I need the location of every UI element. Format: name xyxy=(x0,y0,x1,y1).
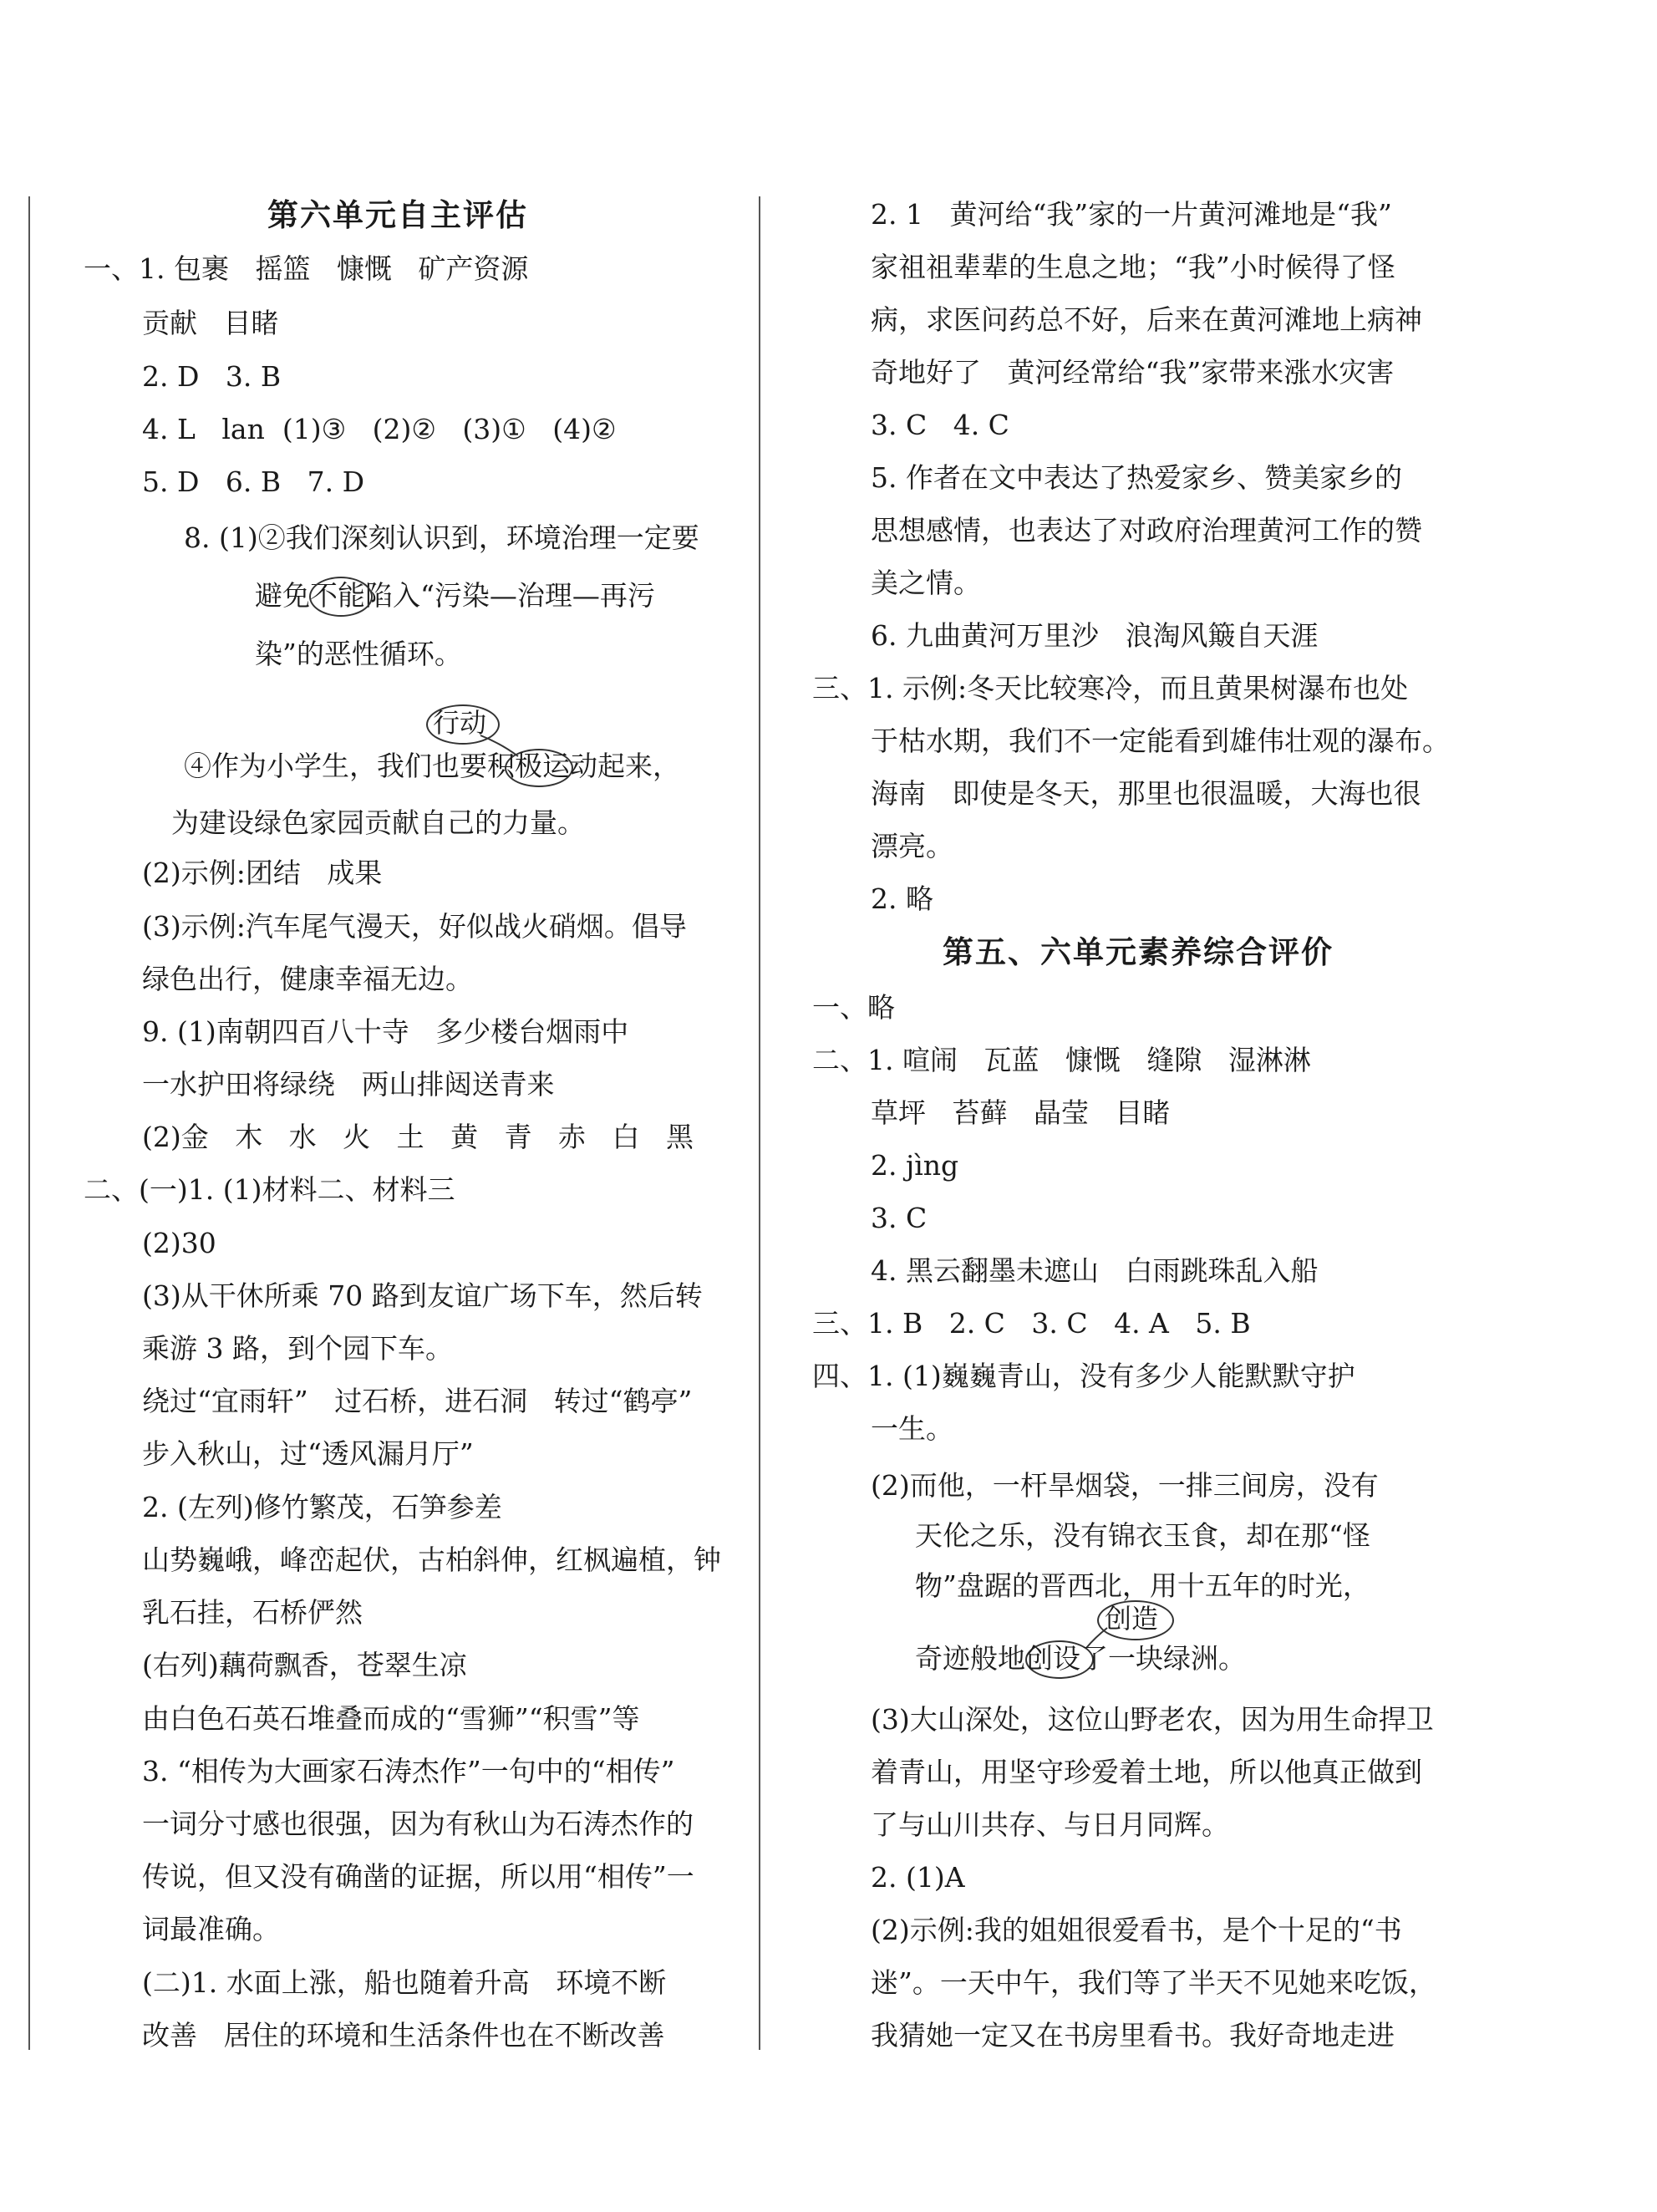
answer-line: 3. C xyxy=(871,1202,928,1234)
answer-line: 5. D 6. B 7. D xyxy=(142,465,365,498)
answer-line: (二)1. 水面上涨，船也随着升高 环境不断 xyxy=(142,1966,667,1999)
answer-line: 4. L lan (1)③ (2)② (3)① (4)② xyxy=(142,413,617,445)
answer-line: ④作为小学生，我们也要积极运动起来， xyxy=(184,750,680,782)
answer-line: 山势巍峨，峰峦起伏，古柏斜伸，红枫遍植，钟 xyxy=(142,1543,721,1576)
answer-line: 于枯水期，我们不一定能看到雄伟壮观的瀑布。 xyxy=(871,725,1450,757)
answer-line: 词最准确。 xyxy=(142,1913,280,1945)
answer-line: 避免不能陷入“污染—治理—再污 xyxy=(255,579,655,612)
answer-line: (2)示例:团结 成果 xyxy=(142,857,383,889)
answer-line: 了与山川共存、与日月同辉。 xyxy=(871,1808,1229,1841)
answer-line: 8. (1)②我们深刻认识到，环境治理一定要 xyxy=(184,521,699,554)
answer-line: 绕过“宜雨轩” 过石桥，进石洞 转过“鹤亭” xyxy=(142,1385,693,1417)
answer-line: 2. 略 xyxy=(871,882,933,915)
answer-line: 一水护田将绿绕 两山排闼送青来 xyxy=(142,1068,555,1101)
answer-line: 三、1. B 2. C 3. C 4. A 5. B xyxy=(812,1307,1251,1340)
answer-line: 思想感情，也表达了对政府治理黄河工作的赞 xyxy=(871,514,1422,547)
answer-line: 2. 1 黄河给“我”家的一片黄河滩地是“我” xyxy=(871,198,1392,231)
answer-line: 2. jìng xyxy=(871,1149,959,1182)
answer-line: 2. (1)A xyxy=(871,1861,965,1894)
answer-line: 二、1. 喧闹 瓦蓝 慷慨 缝隙 湿淋淋 xyxy=(812,1044,1311,1076)
answer-line: 一词分寸感也很强，因为有秋山为石涛杰作的 xyxy=(142,1808,694,1840)
answer-line: 2. D 3. B xyxy=(142,360,282,393)
answer-line: 9. (1)南朝四百八十寺 多少楼台烟雨中 xyxy=(142,1015,629,1048)
answer-line: 美之情。 xyxy=(871,567,981,599)
answer-line: (2)而他，一杆旱烟袋，一排三间房，没有 xyxy=(871,1469,1379,1502)
answer-line: (3)示例:汽车尾气漫天，好似战火硝烟。倡导 xyxy=(142,910,687,943)
answer-line: 贡献 目睹 xyxy=(142,307,279,339)
answer-line: 草坪 苔藓 晶莹 目睹 xyxy=(871,1096,1171,1129)
answer-line: (2)示例:我的姐姐很爱看书，是个十足的“书 xyxy=(871,1914,1402,1946)
section-title-unit6: 第六单元自主评估 xyxy=(267,196,528,233)
answer-line: 乘游 3 路，到个园下车。 xyxy=(142,1332,453,1365)
answer-line: 奇地好了 黄河经常给“我”家带来涨水灾害 xyxy=(871,356,1395,389)
correction-insert-text: 行动 xyxy=(433,707,487,739)
answer-line: 传说，但又没有确凿的证据，所以用“相传”一 xyxy=(142,1860,694,1893)
answer-line: 染”的恶性循环。 xyxy=(255,638,462,670)
answer-line: 6. 九曲黄河万里沙 浪淘风簸自天涯 xyxy=(871,619,1319,652)
answer-line: 为建设绿色家园贡献自己的力量。 xyxy=(171,806,585,839)
answer-line: 我猜她一定又在书房里看书。我好奇地走进 xyxy=(871,2019,1395,2052)
column-divider-rule xyxy=(759,196,760,2050)
answer-line: 海南 即使是冬天，那里也很温暖，大海也很 xyxy=(871,777,1421,810)
answer-line: (2)金 木 水 火 土 黄 青 赤 白 黑 xyxy=(142,1121,694,1153)
answer-line: 病，求医问药总不好，后来在黄河滩地上病神 xyxy=(871,303,1422,336)
answer-line: 4. 黑云翻墨未遮山 白雨跳珠乱入船 xyxy=(871,1254,1319,1287)
answer-line: 二、(一)1. (1)材料二、材料三 xyxy=(84,1173,455,1206)
answer-line: 奇迹般地创设了一块绿洲。 xyxy=(915,1642,1246,1675)
answer-line: 步入秋山，过“透风漏月厅” xyxy=(142,1437,474,1470)
answer-line: 乳石挂，石桥俨然 xyxy=(142,1596,363,1629)
answer-line: 家祖祖辈辈的生息之地；“我”小时候得了怪 xyxy=(871,251,1395,283)
answer-line: 迷”。一天中午，我们等了半天不见她来吃饭， xyxy=(871,1966,1436,1999)
left-margin-rule xyxy=(28,196,30,2050)
answer-line: 一生。 xyxy=(871,1412,953,1445)
answer-line: 一、1. 包裹 摇篮 慷慨 矿产资源 xyxy=(84,252,529,285)
answer-line: 四、1. (1)巍巍青山，没有多少人能默默守护 xyxy=(812,1360,1355,1392)
section-title-unit5-6: 第五、六单元素养综合评价 xyxy=(943,933,1334,970)
answer-line: 3. C 4. C xyxy=(871,409,1009,441)
answer-line: (2)30 xyxy=(142,1227,216,1259)
answer-line: 漂亮。 xyxy=(871,830,953,862)
answer-line: 由白色石英石堆叠而成的“雪狮”“积雪”等 xyxy=(142,1702,640,1735)
answer-line: 3. “相传为大画家石涛杰作”一句中的“相传” xyxy=(142,1755,675,1787)
answer-line: 一、略 xyxy=(812,991,895,1024)
answer-line: (右列)藕荷飘香，苍翠生凉 xyxy=(142,1649,467,1681)
answer-line: 2. (左列)修竹繁茂，石笋参差 xyxy=(142,1491,502,1523)
answer-line: 绿色出行，健康幸福无边。 xyxy=(142,963,473,995)
answer-line: (3)从干休所乘 70 路到友谊广场下车，然后转 xyxy=(142,1279,703,1312)
answer-line: 改善 居住的环境和生活条件也在不断改善 xyxy=(142,2019,665,2052)
answer-line: 物”盘踞的晋西北，用十五年的时光， xyxy=(915,1569,1370,1602)
answer-line: 着青山，用坚守珍爱着土地，所以他真正做到 xyxy=(871,1756,1422,1788)
answer-line: 三、1. 示例:冬天比较寒冷，而且黄果树瀑布也处 xyxy=(812,672,1409,704)
answer-line: 天伦之乐，没有锦衣玉食，却在那“怪 xyxy=(915,1519,1370,1552)
answer-line: 5. 作者在文中表达了热爱家乡、赞美家乡的 xyxy=(871,461,1402,494)
deletion-circle xyxy=(309,577,373,617)
answer-line: (3)大山深处，这位山野老农，因为用生命捍卫 xyxy=(871,1703,1434,1736)
correction-insert-text: 创造 xyxy=(1105,1603,1159,1635)
